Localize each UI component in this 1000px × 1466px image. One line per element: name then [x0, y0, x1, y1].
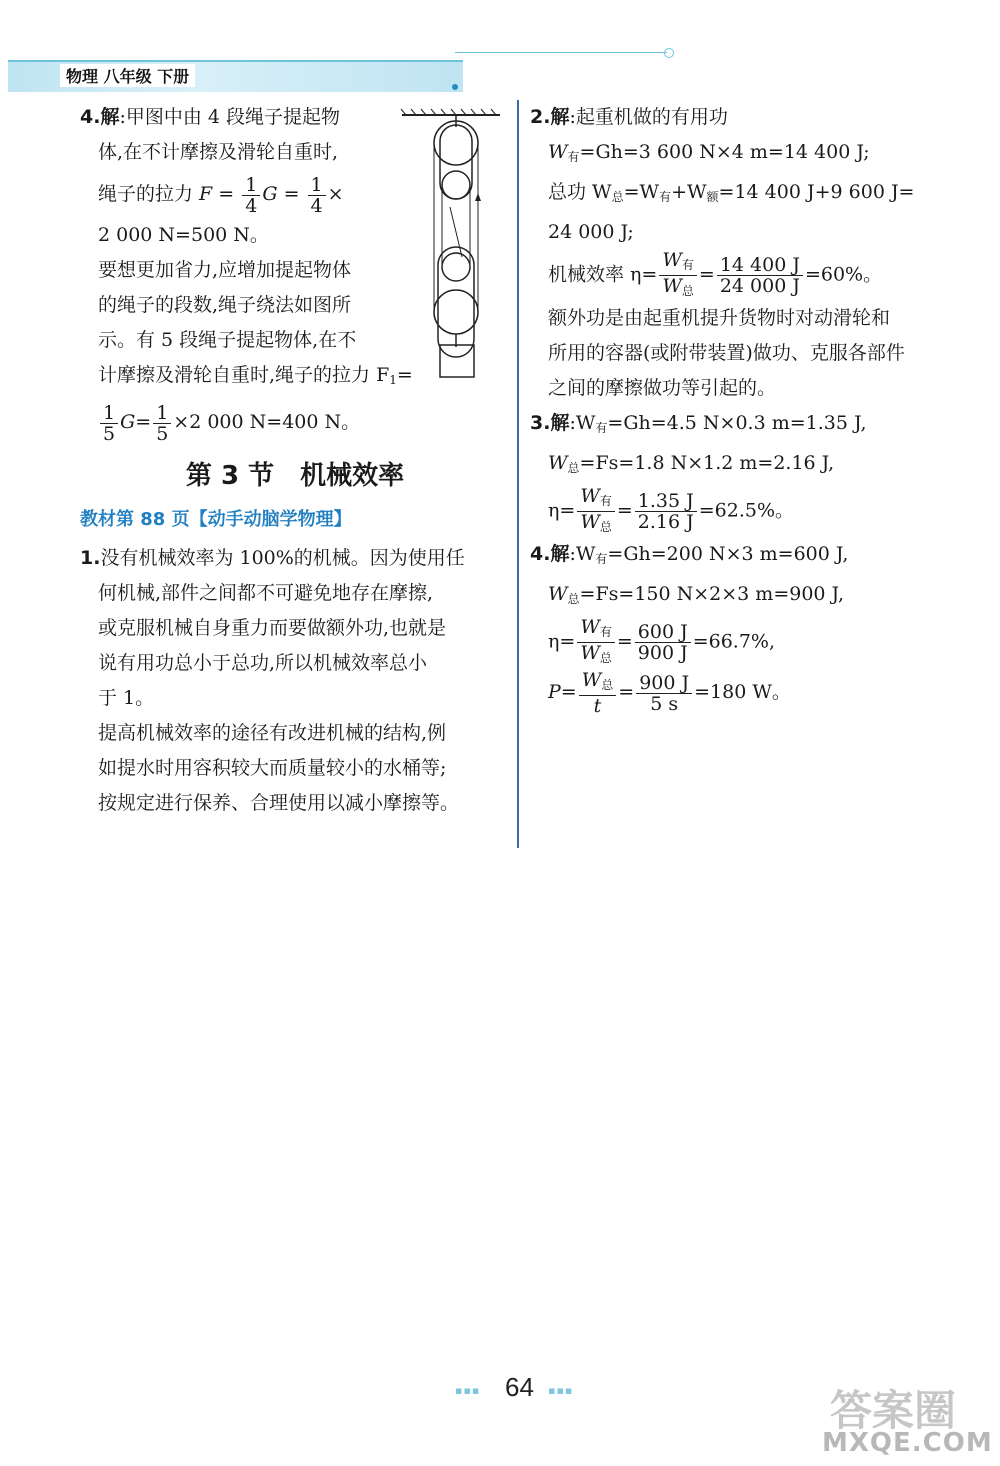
- equals: =: [698, 263, 715, 286]
- var-W: W: [580, 511, 600, 533]
- var-W: W: [548, 141, 568, 163]
- fraction: [242, 175, 260, 216]
- numerator: 1: [308, 175, 326, 196]
- var-W: W: [580, 616, 600, 638]
- fraction: [635, 491, 697, 532]
- denominator: 5: [103, 422, 116, 445]
- text: =Fs=150 N×2×3 m=900 J,: [579, 583, 845, 605]
- fraction: [100, 403, 118, 444]
- left-q1-line2: 何机械,部件之间都不可避免地存在摩擦,: [98, 582, 434, 604]
- fraction: [577, 486, 615, 537]
- subscript: 有: [659, 190, 672, 204]
- right-q4-line1: [530, 537, 970, 577]
- text: =Fs=1.8 N×1.2 m=2.16 J,: [579, 452, 835, 474]
- header-rule: [455, 52, 667, 53]
- var-W: W: [548, 583, 568, 605]
- text: =66.7%,: [692, 630, 776, 653]
- left-q1-line7: 如提水时用容积较大而质量较小的水桶等;: [98, 757, 447, 779]
- question-number: 4.解: [530, 543, 570, 565]
- header-ring-icon: [664, 48, 674, 58]
- text: :起重机做的有用功: [569, 106, 728, 128]
- text: 计摩擦及滑轮自重时,绳子的拉力 F: [98, 364, 390, 386]
- textbook-reference: 教材第 88 页【动手动脑学物理】: [80, 509, 352, 530]
- page-header: [0, 40, 1000, 100]
- var-P: P=: [548, 681, 577, 703]
- numerator: 600 J: [635, 622, 691, 643]
- equals: =: [616, 499, 633, 522]
- var-W: W: [580, 485, 600, 507]
- left-q1-line8: 按规定进行保养、合理使用以减小摩擦等。: [98, 792, 460, 814]
- right-q2-line1: [530, 100, 970, 135]
- subscript: 有: [599, 494, 612, 508]
- denominator: 4: [245, 194, 258, 217]
- right-q4-line2: [530, 577, 970, 617]
- equals: =: [396, 364, 413, 386]
- right-q2-extra3: 之间的摩擦做功等引起的。: [548, 377, 777, 399]
- numerator: [577, 617, 615, 643]
- denominator: 24 000 J: [719, 275, 800, 297]
- numerator: 900 J: [636, 673, 692, 694]
- subscript: 有: [567, 150, 580, 164]
- footer-ornament-left-icon: ▪▪▪: [455, 1384, 481, 1397]
- text: +W: [671, 181, 707, 203]
- times: ×: [327, 183, 344, 205]
- subscript: 有: [599, 625, 612, 639]
- denominator: 5 s: [650, 692, 679, 715]
- var-W: W: [662, 249, 682, 271]
- watermark-site: MXQE.COM: [822, 1428, 993, 1458]
- left-q4-line6: 的绳子的段数,绳子绕法如图所: [98, 294, 352, 316]
- question-number: 2.解: [530, 106, 570, 128]
- right-q2-line3: [530, 175, 970, 215]
- left-q4-line8: [80, 358, 510, 398]
- question-number: 4.解: [80, 106, 120, 128]
- subscript: 额: [706, 190, 719, 204]
- text: =180 W。: [694, 681, 791, 703]
- right-q4-power: [530, 668, 970, 716]
- denominator: [577, 512, 615, 537]
- left-q4-line5: 要想更加省力,应增加提起物体: [98, 259, 352, 281]
- text: 总功 W: [548, 181, 612, 203]
- left-q1-line1: [80, 541, 510, 576]
- equals: =: [135, 411, 152, 433]
- footer-ornament-right-icon: ▪▪▪: [548, 1384, 574, 1397]
- right-q4-efficiency: [530, 617, 970, 668]
- text: =Gh=200 N×3 m=600 J,: [607, 543, 849, 565]
- fraction: [308, 175, 326, 216]
- header-dot-icon: [452, 84, 458, 90]
- fraction: [659, 250, 697, 301]
- equals: =: [616, 630, 633, 653]
- subscript: 总: [599, 520, 612, 534]
- page-number: 64: [505, 1372, 534, 1402]
- text: :W: [569, 412, 596, 434]
- text: =62.5%。: [698, 499, 795, 522]
- var-G: G: [262, 183, 278, 205]
- left-q1-line3: 或克服机械自身重力而要做额外功,也就是: [98, 617, 447, 639]
- right-q2-extra1: 额外功是由起重机提升货物时对动滑轮和: [548, 307, 891, 329]
- numerator: 1: [100, 403, 118, 424]
- equals: =: [618, 681, 635, 703]
- numerator: 14 400 J: [717, 255, 803, 276]
- text: :甲图中由 4 段绳子提起物: [119, 106, 341, 128]
- denominator: [577, 643, 615, 668]
- var-W: W: [580, 642, 600, 664]
- text: :W: [569, 543, 596, 565]
- left-q1-line5: 于 1。: [98, 687, 155, 709]
- var-W: W: [581, 669, 602, 691]
- left-q4-equation2: [80, 398, 510, 446]
- left-q4-equation1: [80, 170, 510, 218]
- var-W: W: [548, 452, 568, 474]
- subscript: 1: [389, 373, 397, 387]
- text: =60%。: [804, 263, 883, 286]
- right-q2-line4: 24 000 J;: [548, 221, 634, 243]
- text: 绳子的拉力: [98, 183, 200, 205]
- fraction: [153, 403, 171, 444]
- text: 机械效率 η=: [548, 263, 658, 286]
- right-q2-line2: [530, 135, 970, 175]
- var-F: F: [199, 183, 213, 205]
- subscript: 总: [599, 651, 612, 665]
- right-q3-efficiency: [530, 486, 970, 537]
- subscript: 总: [611, 190, 624, 204]
- watermark-logo: 答案圈: [830, 1386, 957, 1435]
- right-q2-extra2: 所用的容器(或附带装置)做功、克服各部件: [548, 342, 905, 364]
- fraction: [636, 673, 692, 714]
- subscript: 有: [681, 258, 694, 272]
- denominator: 2.16 J: [637, 511, 694, 533]
- numerator: 1.35 J: [635, 491, 697, 512]
- subscript: 总: [601, 678, 614, 692]
- equals: =: [283, 183, 300, 205]
- numerator: 1: [153, 403, 171, 424]
- text: =Gh=3 600 N×4 m=14 400 J;: [579, 141, 870, 163]
- fraction: [579, 670, 617, 716]
- denominator: [659, 276, 697, 301]
- right-q2-efficiency: [530, 250, 970, 301]
- book-title: 物理 八年级 下册: [60, 64, 195, 87]
- text: 没有机械效率为 100%的机械。因为使用任: [100, 547, 465, 569]
- left-column: [80, 100, 510, 821]
- right-column: [530, 100, 970, 716]
- text: =14 400 J+9 600 J=: [718, 181, 915, 203]
- numerator: [659, 250, 697, 276]
- denominator: t: [593, 695, 602, 717]
- fraction: [577, 617, 615, 668]
- section-title: 第 3 节 机械效率: [185, 461, 405, 491]
- right-q3-line1: [530, 406, 970, 446]
- text: ×2 000 N=400 N。: [173, 411, 361, 433]
- subscript: 总: [681, 284, 694, 298]
- right-q3-line2: [530, 446, 970, 486]
- subscript: 有: [595, 552, 608, 566]
- numerator: [579, 670, 617, 696]
- left-q1-line6: 提高机械效率的途径有改进机械的结构,例: [98, 722, 447, 744]
- left-q4-line2: 体,在不计摩擦及滑轮自重时,: [98, 141, 339, 163]
- left-q4-line1: [80, 100, 510, 135]
- left-q4-line4: 2 000 N=500 N。: [98, 224, 269, 246]
- text: η=: [548, 499, 576, 522]
- left-q4-line7: 示。有 5 段绳子提起物体,在不: [98, 329, 357, 351]
- text: =Gh=4.5 N×0.3 m=1.35 J,: [607, 412, 867, 434]
- subscript: 总: [567, 461, 580, 475]
- denominator: 5: [156, 422, 169, 445]
- equals: =: [218, 183, 235, 205]
- subscript: 总: [567, 592, 580, 606]
- numerator: 1: [242, 175, 260, 196]
- fraction: [717, 255, 803, 296]
- var-G: G: [120, 411, 136, 433]
- text: =W: [623, 181, 660, 203]
- fraction: [635, 622, 691, 663]
- subscript: 有: [595, 421, 608, 435]
- question-number: 3.解: [530, 412, 570, 434]
- question-number: 1.: [80, 547, 101, 569]
- left-q1-line4: 说有用功总小于总功,所以机械效率总小: [98, 652, 428, 674]
- numerator: [577, 486, 615, 512]
- text: η=: [548, 630, 576, 653]
- denominator: 900 J: [637, 642, 688, 664]
- var-W: W: [662, 275, 682, 297]
- denominator: 4: [310, 194, 323, 217]
